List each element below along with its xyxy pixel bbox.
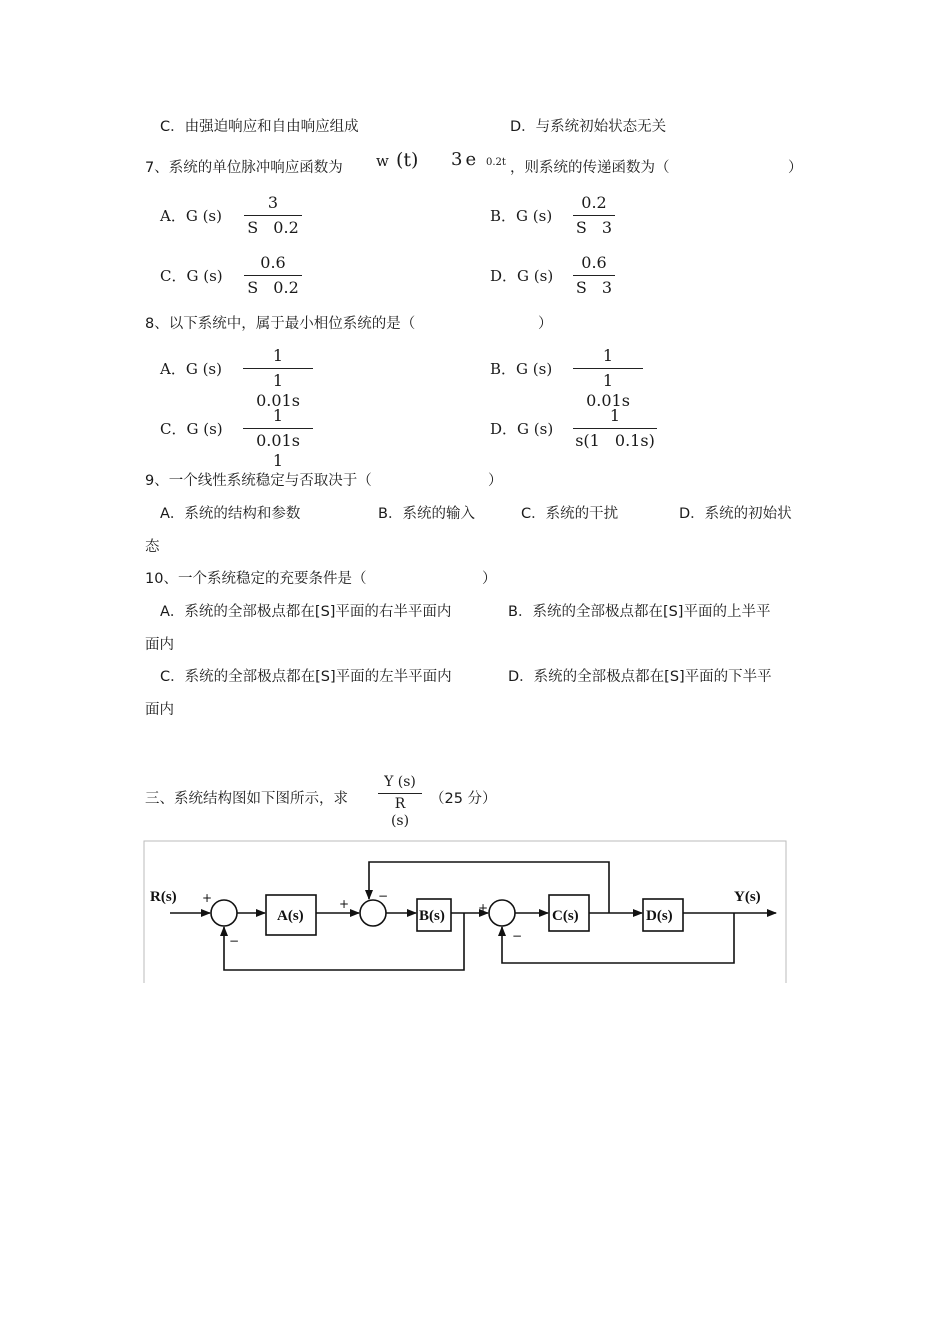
q6-option-c: C．由强迫响应和自由响应组成 xyxy=(160,119,359,135)
q7-exponent: 0.2t xyxy=(486,157,506,168)
sum1-minus-sign: − xyxy=(229,934,240,948)
sum3-minus-sign: − xyxy=(512,929,523,943)
q10-option-b-wrap: 面内 xyxy=(145,637,174,653)
section3-fraction xyxy=(378,774,422,830)
q10-option-a: A．系统的全部极点都在[S]平面的右半平面内 xyxy=(160,604,452,620)
q7-option-b-label: B．G (s) xyxy=(490,207,553,225)
q10-option-d-wrap: 面内 xyxy=(145,702,174,718)
numerator: 1 xyxy=(602,346,614,365)
numerator: 0.6 xyxy=(581,253,607,272)
q7-expr: 3e xyxy=(451,149,480,170)
q8-option-a-label: A．G (s) xyxy=(160,360,222,378)
q7-option-c-label: C．G (s) xyxy=(160,267,223,285)
q7-option-a-label: A．G (s) xyxy=(160,207,222,225)
q8-option-a-fraction xyxy=(243,346,313,411)
q7-suffix: ，则系统的传递函数为（ xyxy=(510,160,670,176)
q10-option-b: B．系统的全部极点都在[S]平面的上半平 xyxy=(508,604,771,620)
q8-option-d-label: D．G (s) xyxy=(490,420,554,438)
q9-option-d: D．系统的初始状 xyxy=(679,506,792,522)
q7-option-d-label: D．G (s) xyxy=(490,267,554,285)
numerator: 3 xyxy=(267,193,279,212)
q6-option-d: D．与系统初始状态无关 xyxy=(510,119,667,135)
denominator: 0.01s 1 xyxy=(256,431,300,470)
denominator: S 0.2 xyxy=(247,218,299,237)
q7-option-d-fraction xyxy=(573,253,615,298)
q7-close: ） xyxy=(788,160,803,176)
sum1-plus-sign: + xyxy=(202,891,213,905)
q7-prefix: 7、系统的单位脉冲响应函数为 xyxy=(145,160,343,176)
block-b-label: B(s) xyxy=(419,908,445,924)
q7-w: w xyxy=(376,152,389,170)
q8-question: 8、以下系统中，属于最小相位系统的是（ xyxy=(145,316,416,332)
q7-t: (t) xyxy=(396,149,419,171)
q7-option-b-fraction xyxy=(573,193,615,238)
numerator: 1 xyxy=(609,406,621,425)
q8-option-b-fraction xyxy=(573,346,643,411)
numerator: Y (s) xyxy=(384,774,416,790)
denominator: 1 0.01s xyxy=(586,371,630,410)
q10-option-d: D．系统的全部极点都在[S]平面的下半平 xyxy=(508,669,772,685)
q7-option-a-fraction xyxy=(244,193,302,238)
denominator: R (s) xyxy=(390,796,410,829)
sum3-plus-sign: + xyxy=(478,901,489,915)
q9-option-c: C．系统的干扰 xyxy=(521,506,619,522)
q9-option-b: B．系统的输入 xyxy=(378,506,475,522)
q7-option-c-fraction xyxy=(244,253,302,298)
q10-question: 10、一个系统稳定的充要条件是（ xyxy=(145,571,367,587)
block-d-label: D(s) xyxy=(646,908,673,924)
sum2-minus-sign: − xyxy=(378,889,389,903)
q8-option-d-fraction xyxy=(573,406,657,451)
block-diagram-svg xyxy=(143,840,788,983)
denominator: 1 0.01s xyxy=(256,371,300,410)
block-diagram xyxy=(143,840,788,983)
q9-close: ） xyxy=(488,473,503,489)
output-label: Y(s) xyxy=(734,889,761,905)
denominator: s(1 0.1s) xyxy=(575,431,655,450)
block-a-label: A(s) xyxy=(277,908,304,924)
denominator: S 0.2 xyxy=(247,278,299,297)
q8-option-b-label: B．G (s) xyxy=(490,360,553,378)
input-label: R(s) xyxy=(150,889,177,905)
numerator: 1 xyxy=(272,346,284,365)
q8-option-c-label: C．G (s) xyxy=(160,420,223,438)
denominator: S 3 xyxy=(575,278,613,297)
section3-score: （25 分） xyxy=(430,791,497,807)
denominator: S 3 xyxy=(575,218,613,237)
numerator: 0.6 xyxy=(260,253,286,272)
sum2-plus-sign: + xyxy=(339,897,350,911)
q9-question: 9、一个线性系统稳定与否取决于（ xyxy=(145,473,372,489)
q9-option-d-wrap: 态 xyxy=(145,539,160,555)
q9-option-a: A．系统的结构和参数 xyxy=(160,506,301,522)
q8-option-c-fraction xyxy=(243,406,313,471)
block-c-label: C(s) xyxy=(552,908,579,924)
q10-close: ） xyxy=(482,571,497,587)
q10-option-c: C．系统的全部极点都在[S]平面的左半平面内 xyxy=(160,669,452,685)
numerator: 1 xyxy=(272,406,284,425)
numerator: 0.2 xyxy=(581,193,607,212)
q8-close: ） xyxy=(538,316,553,332)
section3-text: 三、系统结构图如下图所示，求 xyxy=(145,791,348,807)
